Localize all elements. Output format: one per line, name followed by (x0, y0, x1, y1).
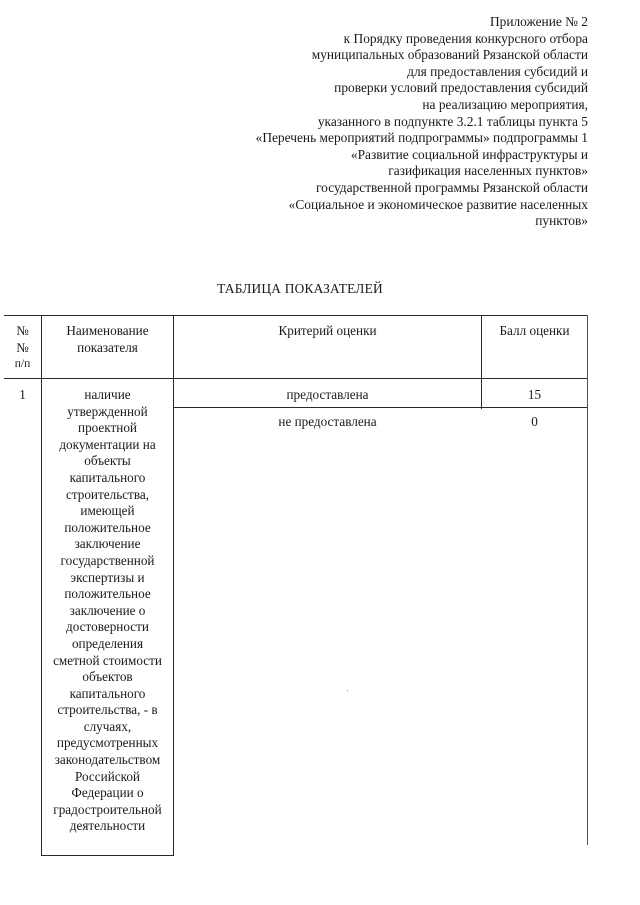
row-num: 1 (19, 387, 26, 402)
appendix-header (168, 14, 588, 230)
appendix-line: на реализацию мероприятия, (422, 96, 588, 112)
score-not-provided: 0 (531, 414, 538, 429)
appendix-line: «Перечень мероприятий подпрограммы» подпрограммы 1 (255, 130, 588, 146)
appendix-line: государственной программы Рязанской области (316, 179, 588, 195)
table-header-divider (4, 378, 588, 379)
table-border-top (4, 315, 588, 316)
appendix-line: указанного в подпункте 3.2.1 таблицы пункта 5 (317, 113, 588, 129)
name-cell-bottom (41, 855, 174, 856)
appendix-line: проверки условий предоставления субсидий (334, 80, 588, 96)
appendix-line: Приложение № 2 (489, 14, 588, 29)
appendix-line: для предоставления субсидий и (407, 63, 588, 79)
criterion-not-provided: не предоставлена (278, 414, 377, 429)
table-title: ТАБЛИЦА ПОКАЗАТЕЛЕЙ (217, 281, 383, 296)
appendix-line: муниципальных образований Рязанской области (311, 47, 588, 63)
appendix-line: к Порядку проведения конкурсного отбора (343, 30, 588, 46)
criterion-provided: предоставлена (286, 387, 369, 402)
appendix-line: газификация населенных пунктов» (388, 163, 588, 179)
appendix-line: «Развитие социальной инфраструктуры и (350, 146, 588, 162)
table-border-right (587, 315, 588, 845)
appendix-line: пунктов» (535, 213, 588, 229)
appendix-line: «Социальное и экономическое развитие населенных (288, 196, 588, 212)
header-num: № № п/п (14, 323, 31, 371)
header-name: Наименование показателя (66, 323, 149, 355)
scan-speck (347, 690, 348, 691)
criteria-row-divider (173, 407, 588, 408)
score-provided: 15 (527, 387, 542, 402)
header-score: Балл оценки (499, 323, 570, 338)
indicator-name: наличие утвержденной проектной документации на объекты капитального строительства, имеющей положительное заключение государственной экспертизы и положительное заключение о достоверности определения сметной стоимости объектов капитального строительства, - в случаях, предусмотренных законодательством Российской Федерации о градостроительной деятельности (53, 387, 162, 834)
header-criterion: Критерий оценки (278, 323, 377, 338)
